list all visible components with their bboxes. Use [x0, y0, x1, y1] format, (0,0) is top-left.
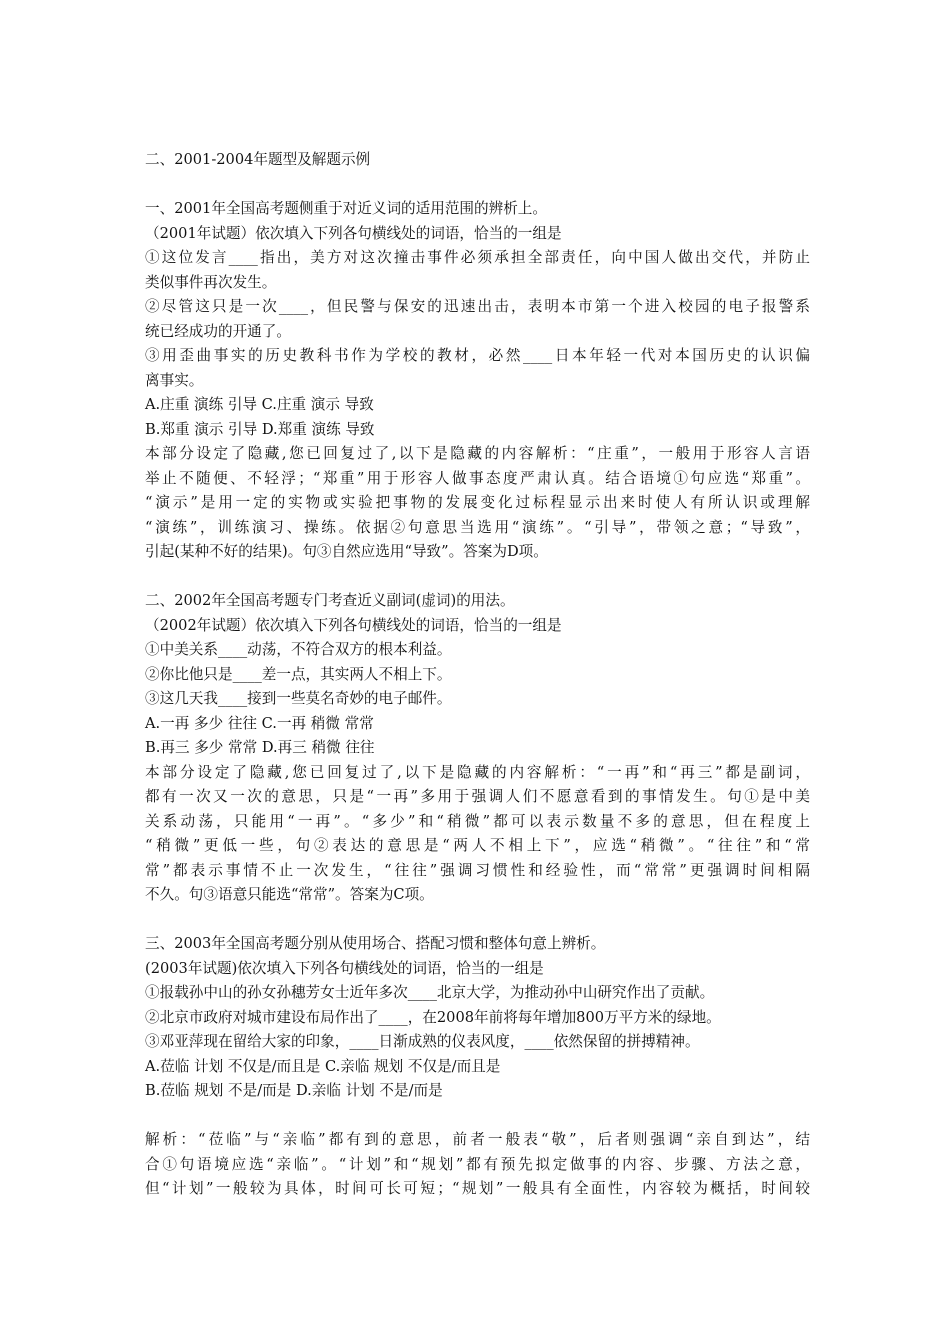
section-2002	[145, 589, 810, 908]
answer-line-1: 本部分设定了隐藏,您已回复过了,以下是隐藏的内容解析：“庄重”，一般用于形容人言语	[145, 445, 810, 462]
option-line-1: A.莅临 计划 不仅是/而且是 C.亲临 规划 不仅是/而且是	[145, 1057, 501, 1075]
question-item-2: ②你比他只是____差一点，其实两人不相上下。	[145, 665, 452, 683]
question-item-3: ③用歪曲事实的历史教科书作为学校的教材，必然____日本年轻一代对本国历史的认识偏	[145, 347, 810, 364]
section-heading: 三、2003年全国高考题分别从使用场合、搭配习惯和整体句意上辨析。	[145, 935, 606, 952]
question-item-3-cont: 离事实。	[145, 371, 204, 389]
section-2003	[145, 932, 810, 1202]
question-item-3: ③这几天我____接到一些莫名奇妙的电子邮件。	[145, 690, 452, 707]
answer-line-5: 引起(某种不好的结果)。句③自然应选用“导致”。答案为D项。	[145, 543, 548, 560]
section-heading: 二、2002年全国高考题专门考查近义副词(虚词)的用法。	[145, 592, 515, 609]
answer-line-2: 合①句语境应选“亲临”。“计划”和“规划”都有预先拟定做事的内容、步骤、方法之意，	[145, 1155, 810, 1173]
question-item-2-cont: 统已经成功的开通了。	[145, 322, 291, 340]
spacer	[145, 565, 810, 590]
section-heading: 一、2001年全国高考题侧重于对近义词的适用范围的辨析上。	[145, 200, 547, 217]
option-line-2: B.莅临 规划 不是/而是 D.亲临 计划 不是/而是	[145, 1082, 443, 1099]
section-2001	[145, 197, 810, 565]
question-item-1: ①这位发言____指出，美方对这次撞击事件必须承担全部责任，向中国人做出交代，并防止	[145, 249, 810, 266]
answer-line-3: 关系动荡，只能用“一再”。“多少”和“稍微”都可以表示数量不多的意思，但在程度上	[145, 812, 810, 830]
answer-line-3: “演示”是用一定的实物或实验把事物的发展变化过标程显示出来时使人有所认识或理解	[145, 494, 810, 511]
answer-line-3: 但“计划”一般较为具体，时间可长可短；“规划”一般具有全面性，内容较为概括，时间较	[145, 1180, 810, 1197]
answer-line-1: 解析：“莅临”与“亲临”都有到的意思，前者一般表“敬”，后者则强调“亲自到达”，结	[145, 1131, 810, 1148]
question-item-3: ③邓亚萍现在留给大家的印象，____日渐成熟的仪表风度，____依然保留的拼搏精神。	[145, 1033, 700, 1050]
option-line-2: B.再三 多少 常常 D.再三 稍微 往往	[145, 739, 375, 756]
spacer	[145, 173, 810, 198]
question-intro: （2001年试题）依次填入下列各句横线处的词语，恰当的一组是	[145, 224, 562, 242]
page-title: 二、2001-2004年题型及解题示例	[145, 151, 371, 168]
spacer	[145, 1104, 810, 1129]
option-line-2: B.郑重 演示 引导 D.郑重 演练 导致	[145, 420, 375, 438]
answer-line-5: 常”都表示事情不止一次发生，“往往”强调习惯性和经验性，而“常常”更强调时间相隔	[145, 861, 810, 879]
question-intro: （2002年试题）依次填入下列各句横线处的词语，恰当的一组是	[145, 616, 562, 634]
question-intro: (2003年试题)依次填入下列各句横线处的词语，恰当的一组是	[145, 959, 544, 977]
question-item-1-cont: 类似事件再次发生。	[145, 273, 277, 291]
answer-line-4: “演练”，训练演习、操练。依据②句意思当选用“演练”。“引导”，带领之意；“导致”，	[145, 518, 810, 536]
question-item-1: ①中美关系____动荡，不符合双方的根本利益。	[145, 641, 452, 658]
question-item-2: ②尽管这只是一次____，但民警与保安的迅速出击，表明本市第一个进入校园的电子报警系	[145, 298, 810, 315]
question-item-1: ①报载孙中山的孙女孙穗芳女士近年多次____北京大学，为推动孙中山研究作出了贡献。	[145, 984, 715, 1001]
spacer	[145, 908, 810, 933]
answer-line-6: 不久。句③语意只能选“常常”。答案为C项。	[145, 886, 434, 903]
answer-line-2: 举止不随便、不轻浮；“郑重”用于形容人做事态度严肃认真。结合语境①句应选“郑重”。	[145, 469, 810, 487]
answer-line-4: “稍微”更低一些，句②表达的意思是“两人不相上下”，应选“稍微”。“往往”和“常	[145, 837, 810, 854]
answer-line-2: 都有一次又一次的意思，只是“一再”多用于强调人们不愿意看到的事情发生。句①是中美	[145, 788, 810, 805]
option-line-1: A.庄重 演练 引导 C.庄重 演示 导致	[145, 396, 374, 413]
question-item-2: ②北京市政府对城市建设布局作出了____，在2008年前将每年增加800万平方米的绿地。	[145, 1008, 721, 1026]
document-page	[145, 148, 810, 1202]
option-line-1: A.一再 多少 往往 C.一再 稍微 常常	[145, 714, 374, 732]
answer-line-1: 本部分设定了隐藏,您已回复过了,以下是隐藏的内容解析：“一再”和“再三”都是副词，	[145, 763, 810, 781]
